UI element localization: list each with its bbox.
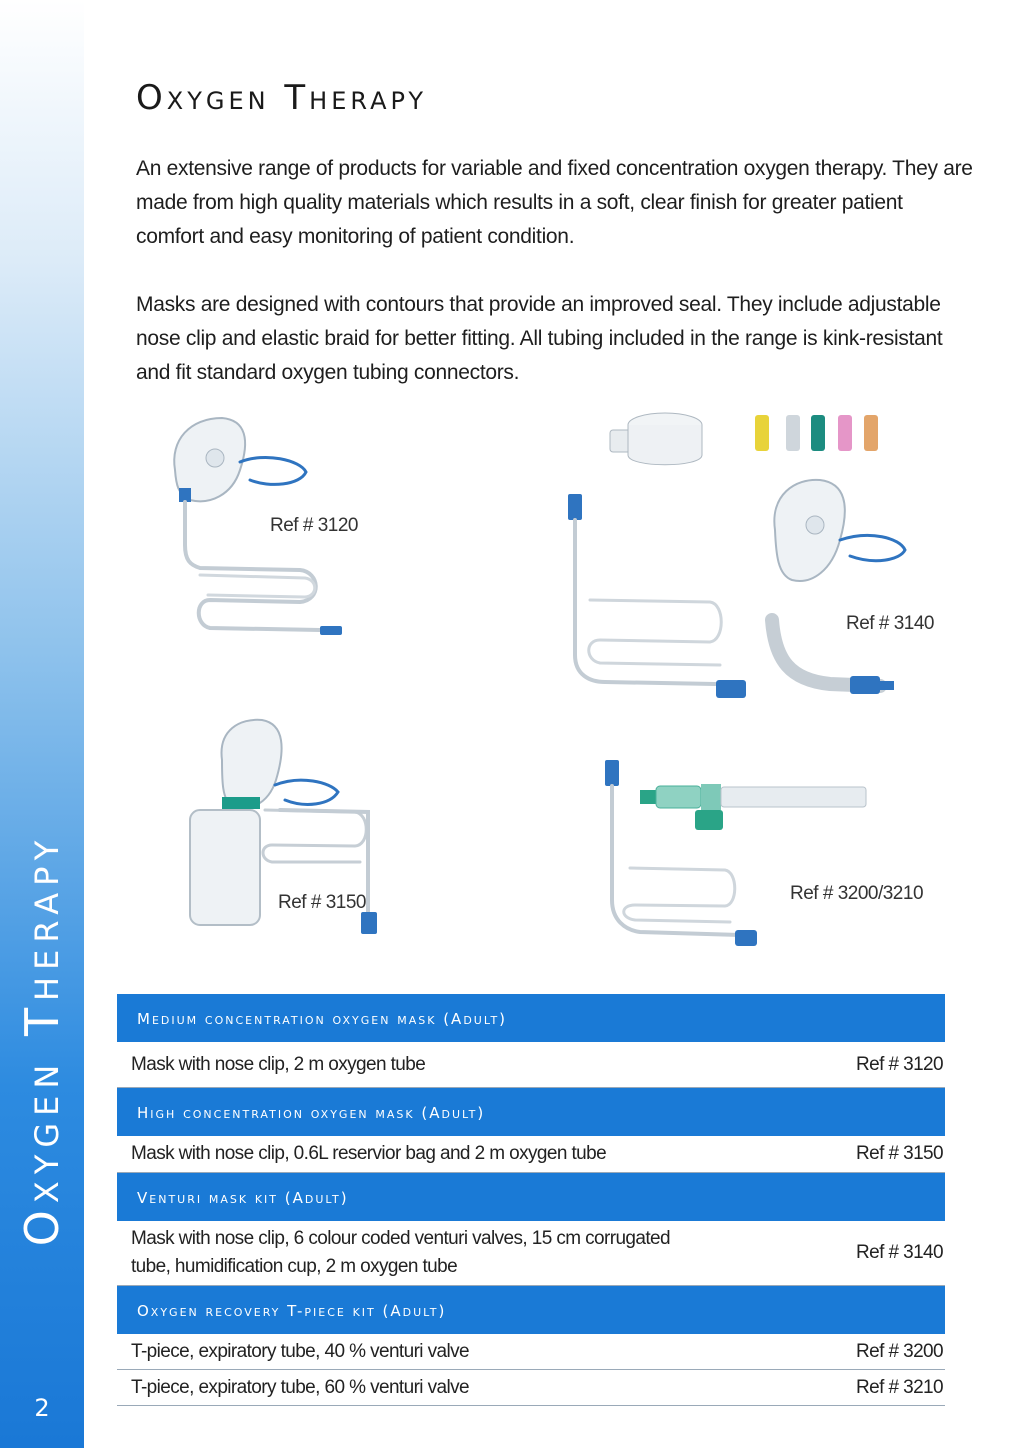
section-heading: Medium concentration oxygen mask (Adult) <box>117 994 945 1042</box>
table-row <box>117 1042 945 1088</box>
image-caption-3120: Ref # 3120 <box>270 515 358 536</box>
intro-paragraph-2: Masks are designed with contours that provide an improved seal. They include adjustable nose clip and elastic braid for better fitting. All tubing included in the range is kink-resistant and fit standard oxygen tubing connectors. <box>136 293 943 384</box>
row-description: Mask with nose clip, 0.6L reservior bag and 2 m oxygen tube <box>131 1143 607 1164</box>
image-caption-3150: Ref # 3150 <box>278 892 366 913</box>
row-ref: Ref # 3140 <box>856 1242 943 1263</box>
intro-paragraph-1: An extensive range of products for variable and fixed concentration oxygen therapy. They are made from high quality materials which results in a soft, clear finish for greater patient comfort and easy monitoring of patient condition. <box>136 157 973 248</box>
row-description: T-piece, expiratory tube, 60 % venturi valve <box>131 1376 469 1398</box>
row-ref: Ref # 3150 <box>856 1143 943 1164</box>
page-title: Oxygen Therapy <box>136 78 428 118</box>
row-ref: Ref # 3200 <box>856 1340 943 1362</box>
table-row <box>117 1136 945 1173</box>
tpiece-3200-image <box>605 760 866 946</box>
section-heading: High concentration oxygen mask (Adult) <box>117 1088 945 1136</box>
venturi-valves-image <box>755 415 878 451</box>
row-ref: Ref # 3120 <box>856 1053 943 1075</box>
image-caption-3200: Ref # 3200/3210 <box>790 883 924 904</box>
section-heading: Venturi mask kit (Adult) <box>117 1173 945 1221</box>
page-number: 2 <box>34 1394 50 1422</box>
table-row <box>117 1221 945 1286</box>
product-table <box>117 994 945 1406</box>
row-description: Mask with nose clip, 2 m oxygen tube <box>131 1053 426 1075</box>
row-description: T-piece, expiratory tube, 40 % venturi valve <box>131 1340 469 1362</box>
row-description: Mask with nose clip, 6 colour coded venturi valves, 15 cm corrugated tube, humidification cup, 2 m oxygen tube <box>131 1228 670 1277</box>
venturi-kit-3140-image <box>568 413 905 698</box>
table-row <box>117 1370 945 1406</box>
row-ref: Ref # 3210 <box>856 1376 943 1398</box>
image-caption-3140: Ref # 3140 <box>846 613 934 634</box>
table-row <box>117 1334 945 1370</box>
sidebar-title: Oxygen Therapy <box>15 833 69 1247</box>
section-heading: Oxygen recovery T-piece kit (Adult) <box>117 1286 945 1334</box>
